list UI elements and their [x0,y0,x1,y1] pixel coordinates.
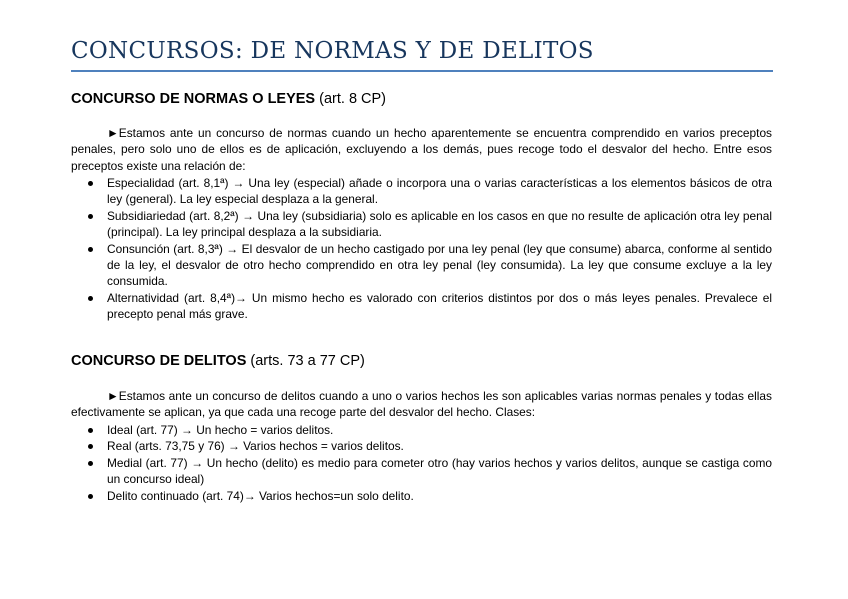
bullet-icon [88,428,93,433]
list-item [71,208,772,241]
list-item [71,422,772,438]
section-intro-delitos: ►Estamos ante un concurso de delitos cuando a uno o varios hechos les son aplicables varias normas penales y todas ellas efectivamente se aplican, ya que cada una recoge parte del desvalor del hecho. Clases: [71,389,772,420]
section-heading-normas-ref: (art. 8 CP) [315,91,387,107]
section-heading-delitos [71,353,365,369]
list-item-text: Alternatividad (art. 8,4ª)→ Un mismo hecho es valorado con criterios distintos por dos o más leyes penales. Prevalece el precepto penal más grave. [107,290,772,322]
section-heading-delitos-ref: (arts. 73 a 77 CP) [246,353,365,369]
section-heading-delitos-text: CONCURSO DE DELITOS [71,353,247,369]
list-item-text: Ideal (art. 77) → Un hecho = varios delitos. [107,423,334,437]
list-item [71,175,772,208]
list-item [71,488,772,504]
bullet-icon [88,444,93,449]
document-title: CONCURSOS: DE NORMAS Y DE DELITOS [71,38,594,64]
bullet-icon [88,296,93,301]
section-heading-normas [71,91,386,107]
list-item-text: Delito continuado (art. 74)→ Varios hechos=un solo delito. [107,488,414,503]
title-underline [71,70,773,72]
bullet-icon [88,494,93,499]
list-item-text: Consunción (art. 8,3ª) → El desvalor de un hecho castigado por una ley penal (ley que consume) abarca, conforme al sentido de la ley, el desvalor de otro hecho comprendido en otra ley penal (ley consumida). La ley que consume excluye a la ley consumida. [107,241,772,289]
list-item [71,438,772,454]
bullet-list-delitos [71,422,772,504]
list-item [71,241,772,290]
section-heading-normas-text: CONCURSO DE NORMAS O LEYES [71,91,316,107]
list-item [71,455,772,488]
bullet-icon [88,181,93,186]
bullet-icon [88,247,93,252]
list-item-text: Subsidiariedad (art. 8,2ª) → Una ley (subsidiaria) solo es aplicable en los casos en que no resulte de aplicación otra ley penal (principal). La ley principal desplaza a la subsidiaria. [107,208,772,240]
list-item [71,290,772,323]
list-item-text: Medial (art. 77) → Un hecho (delito) es medio para cometer otro (hay varios hechos y varios delitos, aunque se castiga como un concurso ideal) [107,455,772,487]
list-item-text: Especialidad (art. 8,1ª) → Una ley (especial) añade o incorpora una o varias características a los elementos básicos de otra ley (general). La ley especial desplaza a la general. [107,176,772,207]
bullet-icon [88,214,93,219]
list-item-text: Real (arts. 73,75 y 76) → Varios hechos = varios delitos. [107,439,404,454]
bullet-icon [88,461,93,466]
section-intro-normas: ►Estamos ante un concurso de normas cuando un hecho aparentemente se encuentra comprendido en varios preceptos penales, pero solo uno de ellos es de aplicación, excluyendo a los demás, pues recoge todo el desvalor del hecho. Entre esos preceptos existe una relación de: [71,126,772,173]
bullet-list-normas [71,175,772,323]
